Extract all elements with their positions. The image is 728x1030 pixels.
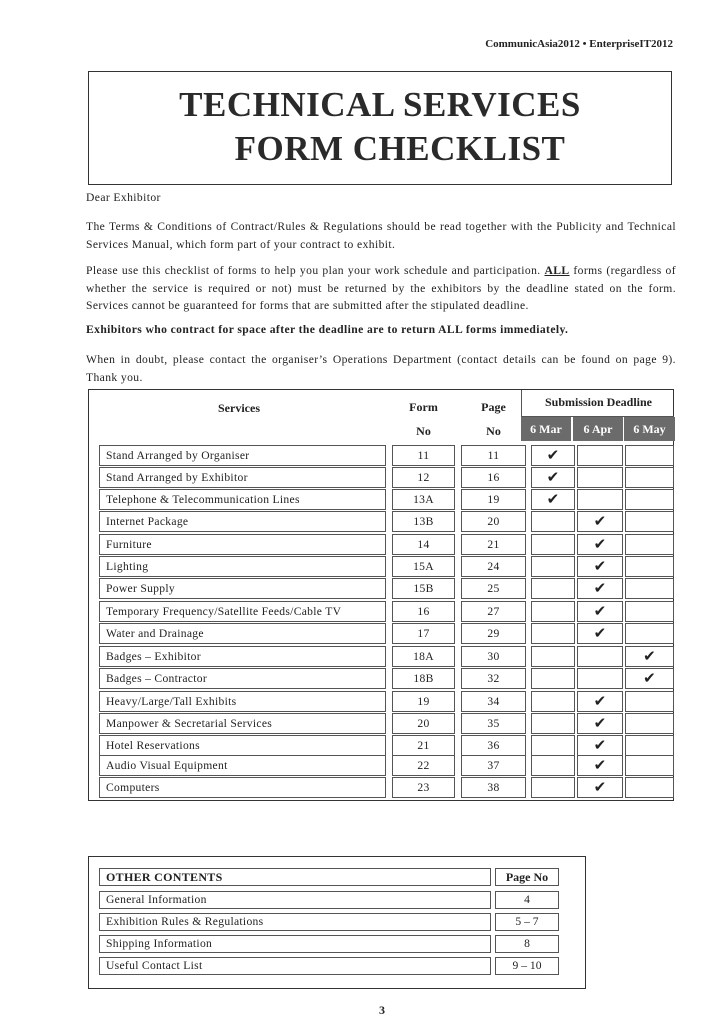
content-name: Shipping Information — [99, 935, 491, 953]
page-number-cell: 34 — [461, 691, 526, 712]
deadline-cell-6-may — [625, 623, 674, 644]
deadline-cell-6-mar — [531, 735, 575, 756]
deadline-cell-6-apr — [577, 668, 623, 689]
all-emphasis: ALL — [544, 264, 570, 277]
checkmark-icon: ✔ — [593, 512, 607, 530]
submission-deadline-header: Submission Deadline — [544, 395, 653, 409]
service-name: Telephone & Telecommunication Lines — [99, 489, 386, 510]
other-contents-table — [88, 856, 586, 989]
form-number: 14 — [392, 534, 455, 555]
form-number: 15A — [392, 556, 455, 577]
content-name: General Information — [99, 891, 491, 909]
deadline-cell-6-mar — [531, 646, 575, 667]
page-number-cell: 32 — [461, 668, 526, 689]
submission-deadline-header-box — [521, 390, 674, 417]
deadline-cell-6-may — [625, 534, 674, 555]
deadline-cell-6-may — [625, 467, 674, 488]
deadline-cell-6-may — [625, 735, 674, 756]
service-name: Hotel Reservations — [99, 735, 386, 756]
page-number-cell: 27 — [461, 601, 526, 622]
service-name: Internet Package — [99, 511, 386, 532]
deadline-header-apr: 6 Apr — [572, 417, 623, 441]
form-number: 13A — [392, 489, 455, 510]
intro-paragraph-terms: The Terms & Conditions of Contract/Rules & Regulations should be read together with the Publicity and Technical Services Manual, which form part of your contract to exhibit. — [86, 220, 676, 251]
deadline-cell-6-apr — [577, 755, 623, 776]
page-number-cell: 38 — [461, 777, 526, 798]
deadline-cell-6-apr — [577, 777, 623, 798]
deadline-cell-6-apr — [577, 623, 623, 644]
service-name: Badges – Exhibitor — [99, 646, 386, 667]
deadline-cell-6-mar — [531, 691, 575, 712]
page-number-cell: 29 — [461, 623, 526, 644]
deadline-cell-6-mar — [531, 556, 575, 577]
page-number-cell: 11 — [461, 445, 526, 466]
deadline-cell-6-mar — [531, 511, 575, 532]
checkmark-icon: ✔ — [643, 647, 656, 665]
form-number: 13B — [392, 511, 455, 532]
checkmark-icon: ✔ — [643, 669, 656, 687]
form-number: 20 — [392, 713, 455, 734]
late-contract-notice: Exhibitors who contract for space after the deadline are to return ALL forms immediately. — [86, 323, 569, 336]
deadline-cell-6-mar — [531, 467, 575, 488]
deadline-cell-6-mar — [531, 623, 575, 644]
deadline-header-may: 6 May — [623, 417, 675, 441]
checkmark-icon: ✔ — [593, 714, 607, 732]
checkmark-icon: ✔ — [546, 468, 560, 486]
deadline-cell-6-apr — [577, 601, 623, 622]
form-number: 18B — [392, 668, 455, 689]
content-page: 5 – 7 — [495, 913, 559, 931]
service-name: Audio Visual Equipment — [99, 755, 386, 776]
page-number-cell: 37 — [461, 755, 526, 776]
checkmark-icon: ✔ — [593, 736, 607, 754]
deadline-cell-6-mar — [531, 713, 575, 734]
checkmark-icon: ✔ — [593, 602, 607, 620]
deadline-cell-6-apr — [577, 713, 623, 734]
services-table — [88, 389, 674, 801]
deadline-cell-6-mar — [531, 668, 575, 689]
page-number-cell: 21 — [461, 534, 526, 555]
page-title-line-1: TECHNICAL SERVICES — [179, 85, 581, 124]
checkmark-icon: ✔ — [593, 535, 607, 553]
deadline-cell-6-mar — [531, 601, 575, 622]
deadline-cell-6-apr — [577, 735, 623, 756]
form-column-header-line-1: Form — [409, 400, 438, 414]
deadline-cell-6-may — [625, 691, 674, 712]
content-page: 4 — [495, 891, 559, 909]
service-name: Water and Drainage — [99, 623, 386, 644]
deadline-cell-6-may — [625, 668, 674, 689]
content-name: Useful Contact List — [99, 957, 491, 975]
content-page: 8 — [495, 935, 559, 953]
form-number: 21 — [392, 735, 455, 756]
deadline-cell-6-may — [625, 713, 674, 734]
services-column-header: Services — [218, 401, 260, 415]
form-number: 12 — [392, 467, 455, 488]
form-number: 11 — [392, 445, 455, 466]
intro-paragraph-checklist — [86, 262, 676, 315]
other-contents-page-header: Page No — [495, 868, 559, 886]
deadline-header-mar: 6 Mar — [521, 417, 571, 441]
checkmark-icon: ✔ — [593, 557, 607, 575]
page-number-cell: 16 — [461, 467, 526, 488]
service-name: Stand Arranged by Exhibitor — [99, 467, 386, 488]
deadline-cell-6-mar — [531, 755, 575, 776]
page-column-header-line-1: Page — [481, 400, 506, 414]
checkmark-icon: ✔ — [593, 692, 607, 710]
deadline-cell-6-may — [625, 578, 674, 599]
page-number-cell: 19 — [461, 489, 526, 510]
service-name: Temporary Frequency/Satellite Feeds/Cable TV — [99, 601, 386, 622]
deadline-cell-6-mar — [531, 777, 575, 798]
service-name: Lighting — [99, 556, 386, 577]
page-title-line-2: FORM CHECKLIST — [234, 129, 566, 168]
service-name: Furniture — [99, 534, 386, 555]
checkmark-icon: ✔ — [593, 778, 607, 796]
page-number-cell: 25 — [461, 578, 526, 599]
other-contents-header: OTHER CONTENTS — [99, 868, 491, 886]
form-number: 19 — [392, 691, 455, 712]
service-name: Stand Arranged by Organiser — [99, 445, 386, 466]
greeting: Dear Exhibitor — [86, 191, 161, 204]
checkmark-icon: ✔ — [593, 756, 607, 774]
deadline-cell-6-mar — [531, 534, 575, 555]
title-box — [88, 71, 672, 185]
deadline-cell-6-mar — [531, 578, 575, 599]
form-number: 15B — [392, 578, 455, 599]
form-number: 17 — [392, 623, 455, 644]
deadline-cell-6-apr — [577, 691, 623, 712]
form-number: 16 — [392, 601, 455, 622]
page-column-header-line-2: No — [486, 424, 501, 438]
deadline-cell-6-apr — [577, 556, 623, 577]
deadline-cell-6-apr — [577, 511, 623, 532]
deadline-cell-6-may — [625, 445, 674, 466]
deadline-cell-6-apr — [577, 489, 623, 510]
checklist-text-start: Please use this checklist of forms to help you plan your work schedule and participation. — [86, 264, 545, 277]
page-number-cell: 36 — [461, 735, 526, 756]
deadline-cell-6-apr — [577, 445, 623, 466]
form-number: 22 — [392, 755, 455, 776]
running-header: CommunicAsia2012 • EnterpriseIT2012 — [485, 38, 673, 50]
page-number-cell: 30 — [461, 646, 526, 667]
page-number: 3 — [379, 1003, 385, 1017]
deadline-cell-6-may — [625, 755, 674, 776]
deadline-cell-6-may — [625, 646, 674, 667]
deadline-cell-6-mar — [531, 489, 575, 510]
service-name: Badges – Contractor — [99, 668, 386, 689]
checkmark-icon: ✔ — [593, 624, 607, 642]
page-number-cell: 24 — [461, 556, 526, 577]
deadline-cell-6-apr — [577, 467, 623, 488]
deadline-cell-6-apr — [577, 578, 623, 599]
content-page: 9 – 10 — [495, 957, 559, 975]
checkmark-icon: ✔ — [593, 579, 607, 597]
deadline-cell-6-apr — [577, 646, 623, 667]
service-name: Power Supply — [99, 578, 386, 599]
deadline-cell-6-apr — [577, 534, 623, 555]
service-name: Heavy/Large/Tall Exhibits — [99, 691, 386, 712]
form-number: 18A — [392, 646, 455, 667]
deadline-cell-6-may — [625, 556, 674, 577]
service-name: Computers — [99, 777, 386, 798]
deadline-cell-6-may — [625, 489, 674, 510]
deadline-cell-6-mar — [531, 445, 575, 466]
page-number-cell: 35 — [461, 713, 526, 734]
page-number-cell: 20 — [461, 511, 526, 532]
deadline-cell-6-may — [625, 601, 674, 622]
form-number: 23 — [392, 777, 455, 798]
content-name: Exhibition Rules & Regulations — [99, 913, 491, 931]
contact-paragraph: When in doubt, please contact the organiser’s Operations Department (contact details can be found on page 9). Thank you. — [86, 353, 676, 384]
checkmark-icon: ✔ — [546, 490, 560, 508]
deadline-cell-6-may — [625, 511, 674, 532]
checkmark-icon: ✔ — [546, 446, 560, 464]
form-column-header-line-2: No — [416, 424, 431, 438]
checklist-text-end: forms (regardless of whether the service is required or not) must be returned by the exhibitors by the deadline stated on the form. Services cannot be guaranteed for forms that are submitted after the stipulated deadline. — [86, 264, 676, 312]
service-name: Manpower & Secretarial Services — [99, 713, 386, 734]
deadline-cell-6-may — [625, 777, 674, 798]
